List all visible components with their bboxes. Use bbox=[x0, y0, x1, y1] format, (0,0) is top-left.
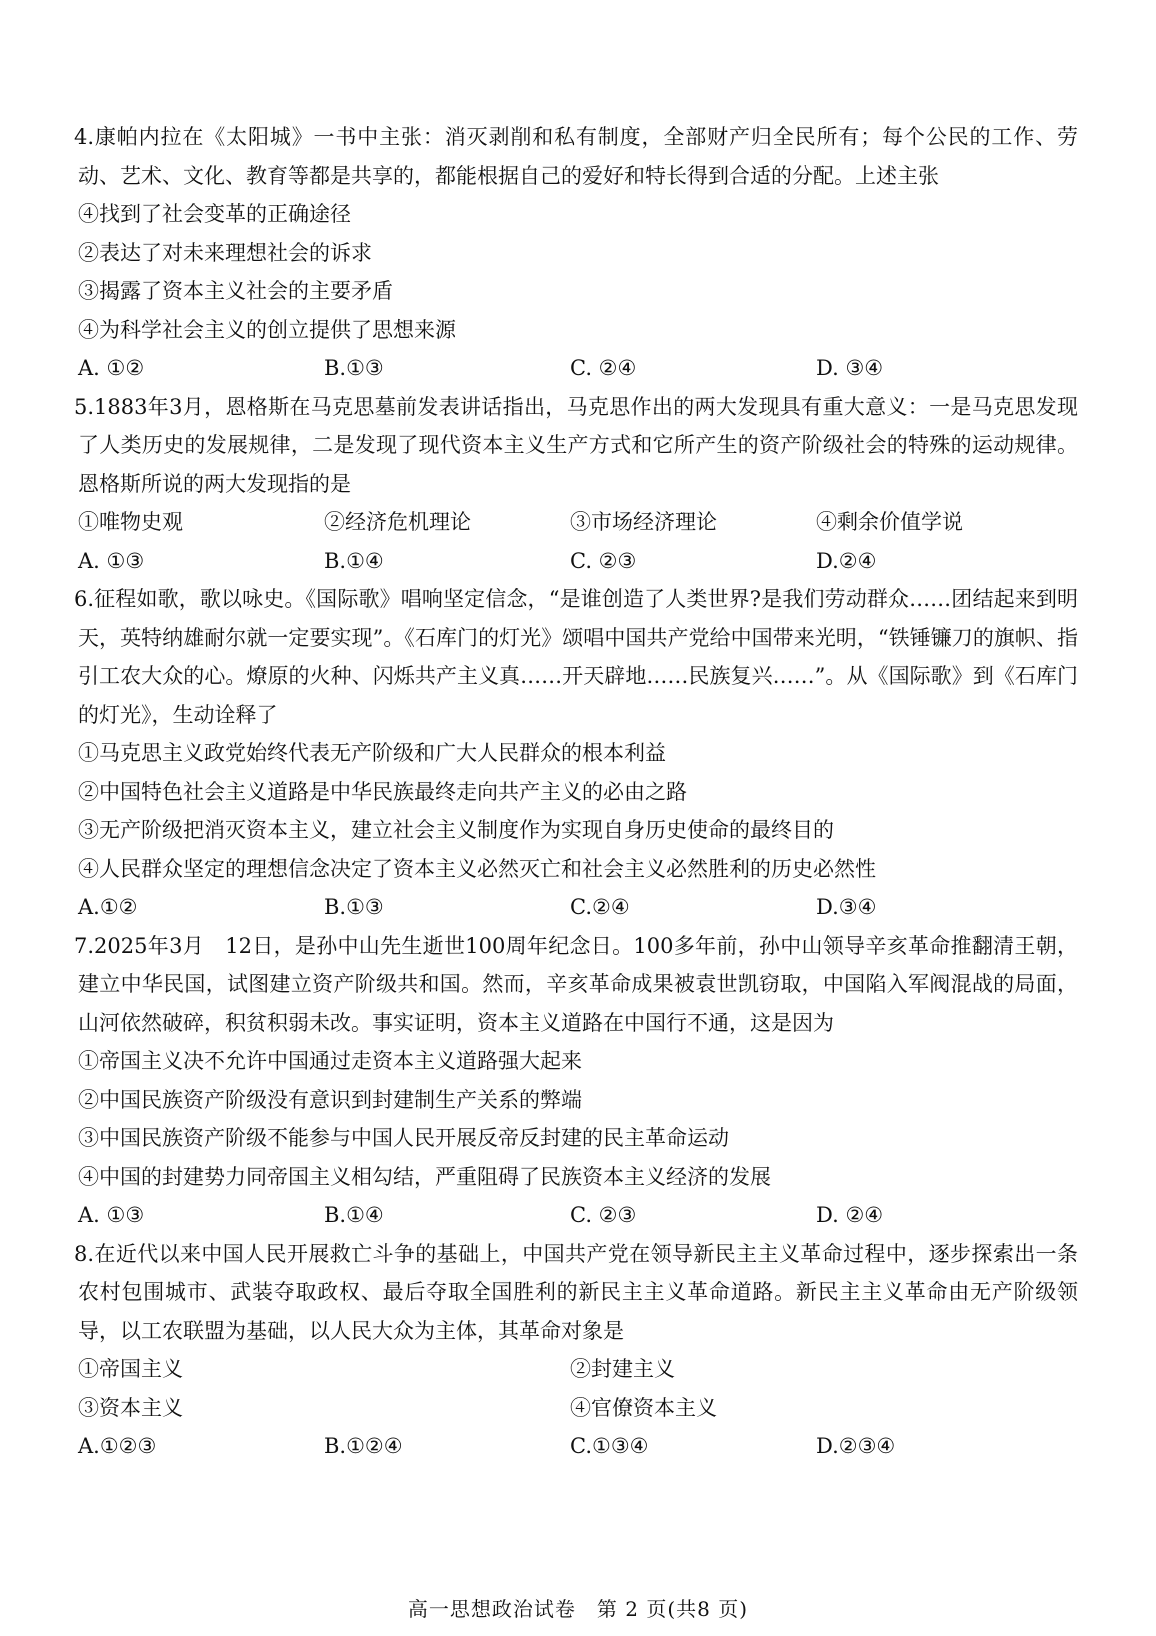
answer-choice-a: A.①②③ bbox=[78, 1434, 157, 1458]
answer-choice-c: C.①③④ bbox=[570, 1434, 649, 1458]
question-5 bbox=[74, 388, 1078, 581]
option-item: ②经济危机理论 bbox=[324, 510, 471, 534]
answer-choice-d: D. ②④ bbox=[816, 1203, 884, 1227]
page-footer: 高一思想政治试卷 第 2 页(共8 页) bbox=[407, 1597, 749, 1621]
question-7 bbox=[74, 927, 1078, 1235]
option-item: ①帝国主义决不允许中国通过走资本主义道路强大起来 bbox=[78, 1049, 582, 1073]
option-item: ③揭露了资本主义社会的主要矛盾 bbox=[78, 279, 393, 303]
answer-choice-b: B.①④ bbox=[324, 1203, 384, 1227]
answer-choices bbox=[78, 1427, 1078, 1466]
answer-choice-c: C. ②③ bbox=[570, 548, 637, 573]
answer-choice-c: C. ②③ bbox=[570, 1203, 637, 1227]
option-item: ③中国民族资产阶级不能参与中国人民开展反帝反封建的民主革命运动 bbox=[78, 1126, 729, 1150]
option-item: ③资本主义 bbox=[78, 1395, 183, 1420]
option-item: ④找到了社会变革的正确途径 bbox=[78, 202, 351, 226]
question-stem: 7.2025年3月 12日，是孙中山先生逝世100周年纪念日。100多年前，孙中山领导辛亥革命推翻清王朝，建立中华民国，试图建立资产阶级共和国。然而，辛亥革命成果被袁世凯窃取，中国陷入军阀混战的局面，山河依然破碎，积贫积弱未改。事实证明，资本主义道路在中国行不通，这是因为 bbox=[74, 933, 1078, 1035]
option-item: ②中国特色社会主义道路是中华民族最终走向共产主义的必由之路 bbox=[78, 779, 687, 804]
answer-choice-c: C. ②④ bbox=[570, 356, 637, 380]
question-8 bbox=[74, 1235, 1078, 1466]
question-6 bbox=[74, 580, 1078, 927]
option-item: ④为科学社会主义的创立提供了思想来源 bbox=[78, 317, 456, 342]
option-item: ③市场经济理论 bbox=[570, 510, 717, 534]
answer-choice-d: D. ③④ bbox=[816, 356, 884, 380]
answer-choices bbox=[78, 1196, 1078, 1235]
question-stem: 6.征程如歌，歌以咏史。《国际歌》唱响坚定信念，“是谁创造了人类世界?是我们劳动群众……团结起来到明天，英特纳雄耐尔就一定要实现”。《石库门的灯光》颂唱中国共产党给中国带来光明，“铁锤镰刀的旗帜、指引工农大众的心。燎原的火种、闪烁共产主义真……开天辟地……民族复兴……”。从《国际歌》到《石库门的灯光》，生动诠释了 bbox=[74, 587, 1078, 727]
answer-choices bbox=[78, 349, 1078, 388]
option-item: ③无产阶级把消灭资本主义，建立社会主义制度作为实现自身历史使命的最终目的 bbox=[78, 818, 834, 842]
answer-choice-c: C.②④ bbox=[570, 895, 630, 919]
question-4 bbox=[74, 118, 1078, 388]
option-item: ①唯物史观 bbox=[78, 510, 183, 534]
answer-choice-d: D.②③④ bbox=[816, 1434, 896, 1458]
option-item: ②表达了对未来理想社会的诉求 bbox=[78, 240, 372, 265]
option-item: ②封建主义 bbox=[570, 1357, 675, 1381]
answer-choice-d: D.②④ bbox=[816, 548, 877, 573]
question-stem: 4.康帕内拉在《太阳城》一书中主张：消灭剥削和私有制度，全部财产归全民所有；每个公民的工作、劳动、艺术、文化、教育等都是共享的，都能根据自己的爱好和特长得到合适的分配。上述主张 bbox=[74, 125, 1078, 188]
option-item: ④剩余价值学说 bbox=[816, 510, 963, 534]
question-stem: 8.在近代以来中国人民开展救亡斗争的基础上，中国共产党在领导新民主主义革命过程中，逐步探索出一条农村包围城市、武装夺取政权、最后夺取全国胜利的新民主主义革命道路。新民主主义革命由无产阶级领导，以工农联盟为基础，以人民大众为主体，其革命对象是 bbox=[74, 1241, 1078, 1343]
option-item: ①帝国主义 bbox=[78, 1357, 183, 1381]
option-row bbox=[78, 503, 1078, 542]
exam-page bbox=[74, 118, 1078, 1466]
option-item: ①马克思主义政党始终代表无产阶级和广大人民群众的根本利益 bbox=[78, 741, 666, 765]
option-item: ④人民群众坚定的理想信念决定了资本主义必然灭亡和社会主义必然胜利的历史必然性 bbox=[78, 856, 876, 881]
answer-choices bbox=[78, 542, 1078, 581]
option-row bbox=[78, 1350, 1078, 1389]
option-item: ②中国民族资产阶级没有意识到封建制生产关系的弊端 bbox=[78, 1087, 582, 1112]
option-item: ④官僚资本主义 bbox=[570, 1395, 717, 1420]
option-item: ④中国的封建势力同帝国主义相勾结，严重阻碍了民族资本主义经济的发展 bbox=[78, 1164, 771, 1189]
answer-choice-d: D.③④ bbox=[816, 895, 877, 919]
answer-choice-b: B.①③ bbox=[324, 895, 384, 919]
answer-choice-b: B.①④ bbox=[324, 548, 384, 573]
option-row bbox=[78, 1389, 1078, 1428]
answer-choice-b: B.①③ bbox=[324, 356, 384, 380]
answer-choice-a: A. ①③ bbox=[78, 1203, 145, 1227]
question-stem: 5.1883年3月，恩格斯在马克思墓前发表讲话指出，马克思作出的两大发现具有重大意义：一是马克思发现了人类历史的发展规律，二是发现了现代资本主义生产方式和它所产生的资产阶级社会的特殊的运动规律。恩格斯所说的两大发现指的是 bbox=[74, 394, 1078, 496]
answer-choice-a: A. ①② bbox=[78, 356, 145, 380]
answer-choices bbox=[78, 888, 1078, 927]
answer-choice-a: A. ①③ bbox=[78, 548, 145, 573]
answer-choice-a: A.①② bbox=[78, 895, 138, 919]
answer-choice-b: B.①②④ bbox=[324, 1434, 403, 1458]
